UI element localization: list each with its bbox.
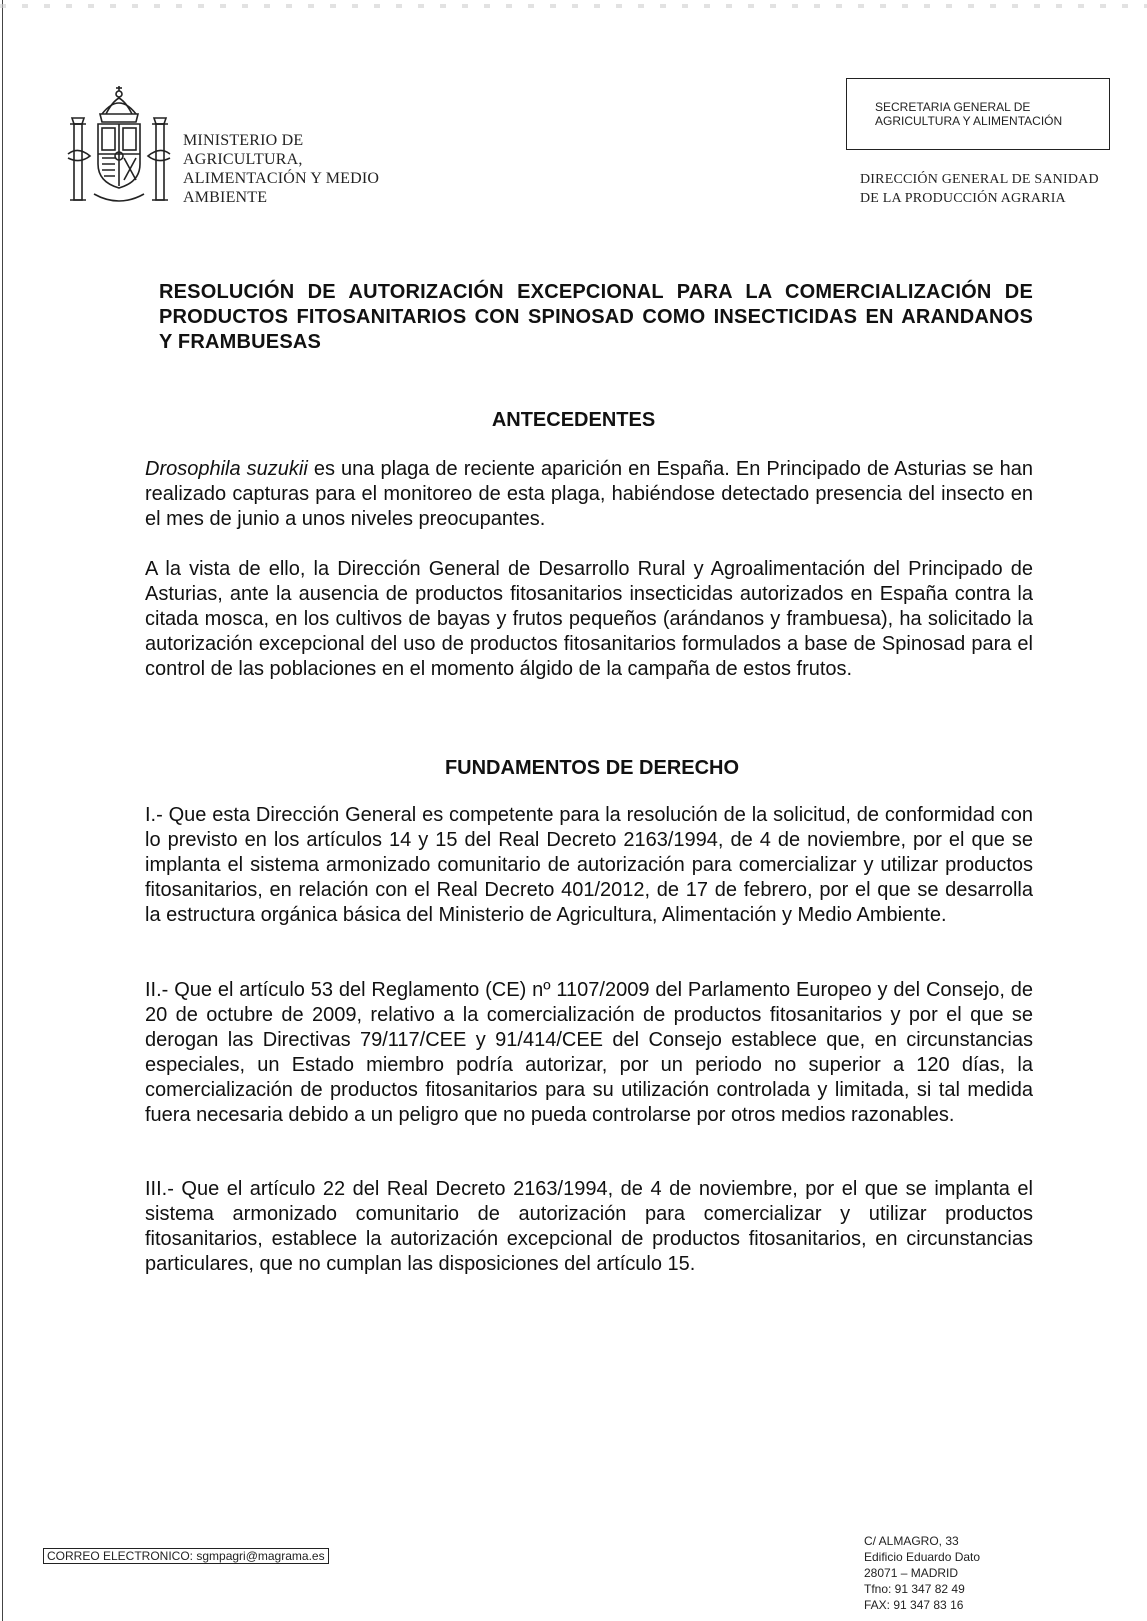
address-line: Tfno: 91 347 82 49 [864,1582,965,1596]
secretaria-line: AGRICULTURA Y ALIMENTACIÓN [875,114,1063,128]
antecedentes-paragraph-2: A la vista de ello, la Dirección General de Desarrollo Rural y Agroalimentación del Principado de Asturias, ante la ausencia de productos fitosanitarios insecticidas autorizados en España contra la citada mosca, en los cultivos de bayas y frutos pequeños (arándanos y frambuesa), ha solicitado la autorización excepcional del uso de productos fitosanitarios formulados a base de Spinosad para el control de las poblaciones en el momento álgido de la campaña de estos frutos. [145,558,1033,680]
page-edge [2,0,3,1621]
address-line: C/ ALMAGRO, 33 [864,1534,959,1548]
secretaria-line: SECRETARIA GENERAL DE [875,100,1031,114]
coat-of-arms-icon [64,84,174,214]
ministry-line: AMBIENTE [183,189,268,206]
antecedentes-paragraph-1 [145,457,1033,532]
ministry-name [183,131,379,207]
direccion-general [860,170,1099,208]
fundamento-iii: III.- Que el artículo 22 del Real Decreto 2163/1994, de 4 de noviembre, por el que se implanta el sistema armonizado comunitario de autorización para comercializar y utilizar productos fitosanitarios, establece la autorización excepcional de productos fitosanitarios, en circunstancias particulares, que no cumplan las disposiciones del artículo 15. [145,1178,1033,1275]
address-line: FAX: 91 347 83 16 [864,1598,964,1612]
address-line: 28071 – MADRID [864,1566,959,1580]
ministry-line: AGRICULTURA, [183,151,303,168]
direccion-line: DIRECCIÓN GENERAL DE SANIDAD [860,172,1099,187]
ministry-line: MINISTERIO DE [183,132,304,149]
document-title: RESOLUCIÓN DE AUTORIZACIÓN EXCEPCIONAL PARA LA COMERCIALIZACIÓN DE PRODUCTOS FITOSANITARIOS CON SPINOSAD COMO INSECTICIDAS EN ARANDANOS Y FRAMBUESAS [159,281,1033,353]
fundamento-i: I.- Que esta Dirección General es competente para la resolución de la solicitud, de conformidad con lo previsto en los artículos 14 y 15 del Real Decreto 2163/1994, de 4 de noviembre, por el que se implanta el sistema armonizado comunitario de autorización para comercializar y utilizar productos fitosanitarios, en relación con el Real Decreto 401/2012, de 17 de febrero, por el que se desarrolla la estructura orgánica básica del Ministerio de Agricultura, Alimentación y Medio Ambiente. [145,804,1033,926]
paragraph-text: es una plaga de reciente aparición en España. En Principado de Asturias se han realizado capturas para el monitoreo de esta plaga, habiéndose detectado presencia del insecto en el mes de junio a unos niveles preocupantes. [145,458,1034,530]
address-line: Edificio Eduardo Dato [864,1550,981,1564]
fundamento-ii: II.- Que el artículo 53 del Reglamento (CE) nº 1107/2009 del Parlamento Europeo y del Consejo, de 20 de octubre de 2009, relativo a la comercialización de productos fitosanitarios y por el que se derogan las Directivas 79/117/CEE y 91/414/CEE del Consejo establece que, en circunstancias especiales, un Estado miembro podría autorizar, por un periodo no superior a 120 días, la comercialización de productos fitosanitarios para su utilización controlada y limitada, si tal medida fuera necesaria debido a un peligro que no pueda controlarse por otros medios razonables. [145,979,1033,1126]
postal-address [864,1533,980,1613]
secretaria-box [846,78,1110,150]
species-name: Drosophila suzukii [145,458,308,480]
secretaria-name [875,100,1062,128]
email-link[interactable]: CORREO ELECTRONICO: sgmpagri@magrama.es [43,1548,329,1564]
antecedentes-heading: ANTECEDENTES [491,409,656,431]
fundamentos-heading: FUNDAMENTOS DE DERECHO [444,757,740,779]
ministry-line: ALIMENTACIÓN Y MEDIO [183,170,380,187]
direccion-line: DE LA PRODUCCIÓN AGRARIA [860,191,1066,206]
scan-noise [0,4,1147,8]
